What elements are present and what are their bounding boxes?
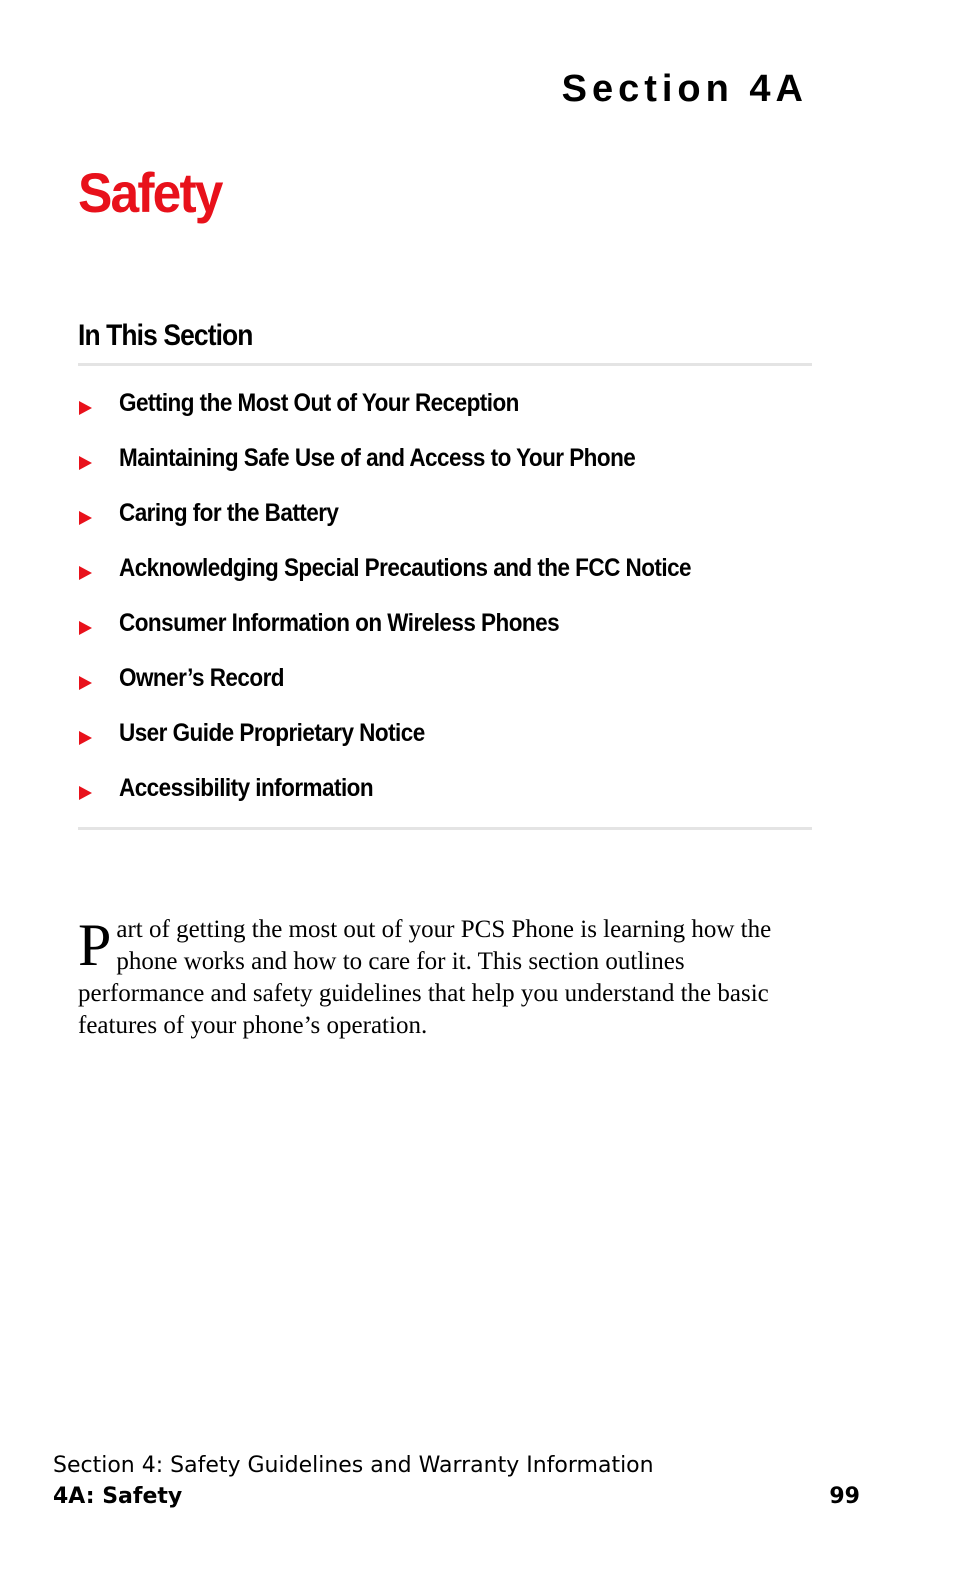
drop-cap: P <box>78 912 112 978</box>
toc-heading: In This Section <box>78 319 253 352</box>
toc-item-label: Owner’s Record <box>119 664 284 692</box>
toc-bottom-divider <box>78 827 812 830</box>
triangle-bullet-icon <box>79 786 92 800</box>
toc-item-label: Caring for the Battery <box>119 499 339 527</box>
toc-top-divider <box>78 363 812 366</box>
triangle-bullet-icon <box>79 731 92 745</box>
triangle-bullet-icon <box>79 456 92 470</box>
toc-item[interactable] <box>78 717 812 772</box>
toc-item[interactable] <box>78 552 812 607</box>
toc-item-label: Acknowledging Special Precautions and the FCC Notice <box>119 554 692 582</box>
toc-item-label: Maintaining Safe Use of and Access to Your Phone <box>119 444 636 472</box>
toc-item[interactable] <box>78 662 812 717</box>
intro-text: art of getting the most out of your PCS Phone is learning how the phone works and how to care for it. This section outlines performance and safety guidelines that help you understand the basic features of your phone’s operation. <box>78 916 772 1039</box>
toc-item-label: Accessibility information <box>119 774 374 802</box>
page-number: 99 <box>829 1484 860 1509</box>
toc-item[interactable] <box>78 442 812 497</box>
intro-paragraph <box>78 914 808 1042</box>
toc-item-label: Getting the Most Out of Your Reception <box>119 389 519 417</box>
toc-item-label: Consumer Information on Wireless Phones <box>119 609 560 637</box>
toc-item-label: User Guide Proprietary Notice <box>119 719 425 747</box>
triangle-bullet-icon <box>79 566 92 580</box>
footer-chapter-title: 4A: Safety <box>53 1484 183 1509</box>
toc-list <box>78 387 812 827</box>
toc-item[interactable] <box>78 387 812 442</box>
triangle-bullet-icon <box>79 621 92 635</box>
toc-item[interactable] <box>78 607 812 662</box>
triangle-bullet-icon <box>79 401 92 415</box>
page-title: Safety <box>78 161 222 224</box>
in-this-section-box <box>78 316 812 830</box>
toc-item[interactable] <box>78 772 812 827</box>
footer-section-title: Section 4: Safety Guidelines and Warranty Information <box>53 1453 654 1478</box>
toc-item[interactable] <box>78 497 812 552</box>
section-label: Section 4A <box>561 68 808 110</box>
triangle-bullet-icon <box>79 511 92 525</box>
triangle-bullet-icon <box>79 676 92 690</box>
